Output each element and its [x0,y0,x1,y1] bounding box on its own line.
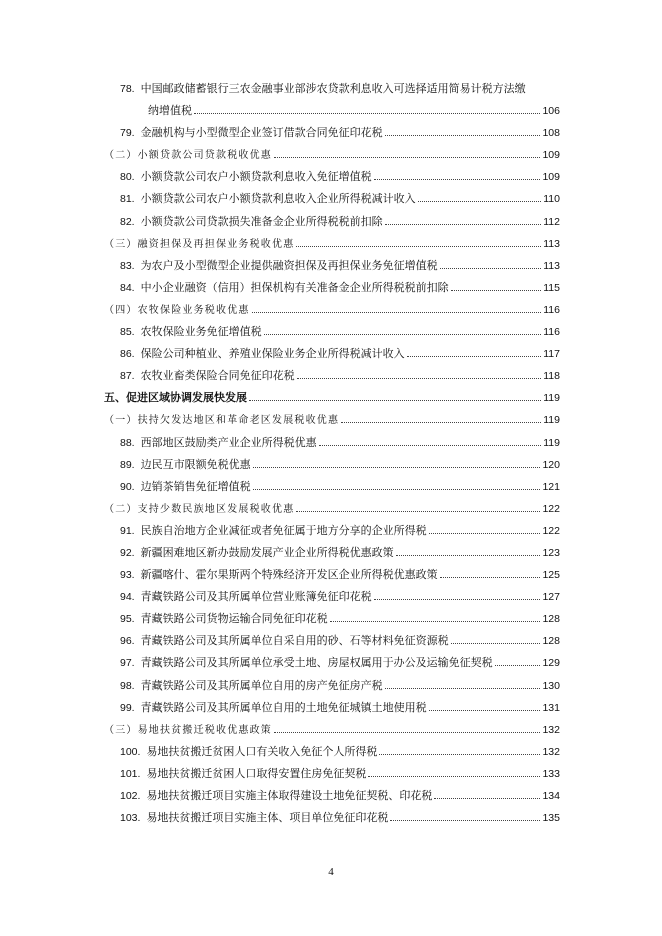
toc-entry-number: 84. [120,281,135,294]
toc-page-number: 125 [542,569,560,582]
toc-entry-text: （三）融资担保及再担保业务税收优惠 [104,238,295,250]
toc-entry[interactable] [104,564,560,586]
toc-entry-number: 79. [120,127,135,140]
toc-entry-title [104,234,294,256]
toc-entry-title [104,720,272,742]
toc-page-number: 109 [542,149,560,162]
toc-entry[interactable] [104,321,560,343]
toc-entry[interactable] [104,122,560,144]
toc-leader-dots [390,820,540,821]
toc-entry[interactable] [104,520,560,542]
toc-entry-text: 中国邮政储蓄银行三农金融事业部涉农贷款利息收入可选择适用简易计税方法缴 [140,82,526,95]
toc-entry[interactable] [104,78,560,100]
toc-page-number: 110 [543,193,560,206]
toc-entry-title [104,321,262,343]
toc-page-number: 113 [543,237,560,250]
toc-entry-title [104,211,383,233]
toc-leader-dots [253,467,541,468]
toc-entry-number: 82. [120,215,135,228]
toc-entry-number: 88. [120,436,135,449]
toc-entry-title [104,476,251,498]
toc-leader-dots [396,555,541,556]
toc-entry-number: 93. [120,569,135,582]
toc-entry[interactable] [104,255,560,277]
toc-entry-title [104,520,427,542]
toc-entry-number: 91. [120,524,135,537]
toc-entry-text: 易地扶贫搬迁项目实施主体、项目单位免征印花税 [146,811,389,825]
toc-entry[interactable] [104,652,560,674]
toc-leader-dots [297,378,542,379]
toc-page-number: 123 [542,546,560,559]
toc-entry-text: 为农户及小型微型企业提供融资担保及再担保业务免征增值税 [140,258,438,272]
toc-entry-title [104,608,328,630]
toc-page-number: 118 [543,370,560,383]
toc-entry-number: 95. [120,613,135,626]
toc-leader-dots [495,665,541,666]
toc-entry-text: （二）支持少数民族地区发展税收优惠 [104,503,295,515]
toc-entry-text: 五、促进区域协调发展快发展 [104,391,247,405]
toc-entry-title [104,410,339,432]
toc-leader-dots [296,511,540,512]
toc-leader-dots [434,798,540,799]
toc-entry[interactable] [104,343,560,365]
toc-leader-dots [440,268,542,269]
toc-page-number: 132 [542,745,560,758]
toc-subsection[interactable] [104,144,560,166]
toc-entry-text: 青藏铁路公司及其所属单位自采自用的砂、石等材料免征资源税 [140,634,449,648]
toc-leader-dots [385,135,541,136]
toc-entry-number: 81. [120,193,135,206]
toc-entry[interactable] [104,432,560,454]
toc-entry-title [104,542,394,564]
toc-entry-number: 78. [120,83,135,95]
toc-entry[interactable] [104,100,560,122]
toc-leader-dots [194,113,540,114]
toc-entry-title [104,122,383,144]
toc-entry-number: 87. [120,370,135,383]
toc-entry[interactable] [104,675,560,697]
toc-entry-number: 83. [120,259,135,272]
toc-leader-dots [319,445,542,446]
table-of-contents [104,78,560,829]
toc-entry[interactable] [104,188,560,210]
toc-entry-title [104,454,251,476]
toc-leader-dots [368,776,540,777]
toc-entry-text: 纳增值税 [148,104,192,118]
toc-entry-text: 农牧业畜类保险合同免征印花税 [140,369,295,383]
toc-page-number: 109 [542,171,560,184]
toc-entry-number: 97. [120,657,135,670]
toc-entry-number: 80. [120,171,135,184]
toc-subsection[interactable] [104,498,560,520]
toc-page-number: 116 [543,326,560,339]
toc-entry-text: （二）小额贷款公司贷款税收优惠 [104,150,272,162]
toc-entry[interactable] [104,454,560,476]
toc-leader-dots [274,732,540,733]
toc-entry-text: 易地扶贫搬迁贫困人口取得安置住房免征契税 [146,766,367,780]
toc-entry-number: 89. [120,458,135,471]
toc-page-number: 129 [542,657,560,670]
toc-entry-title [104,166,372,188]
toc-leader-dots [379,754,540,755]
toc-entry-text: 青藏铁路公司及其所属单位自用的土地免征城镇土地使用税 [140,700,427,714]
toc-page-number: 106 [542,105,560,118]
toc-entry-title [104,564,438,586]
toc-leader-dots [274,157,540,158]
toc-entry[interactable] [104,277,560,299]
toc-entry-text: 青藏铁路公司货物运输合同免征印花税 [140,612,328,626]
toc-entry-text: 易地扶贫搬迁项目实施主体取得建设土地免征契税、印花税 [146,789,433,802]
toc-entry-number: 86. [120,348,135,361]
toc-page-number: 130 [542,679,560,692]
toc-entry-title [104,675,383,697]
toc-page-number: 112 [543,215,560,228]
toc-leader-dots [374,179,541,180]
toc-entry-number: 96. [120,635,135,648]
toc-subsection[interactable] [104,233,560,255]
toc-page-number: 135 [542,812,560,825]
toc-page-number: 121 [542,480,560,493]
toc-page-number: 113 [543,259,560,272]
toc-entry-title [104,277,449,299]
toc-entry-text: 西部地区鼓励类产业企业所得税优惠 [140,435,317,449]
toc-entry[interactable] [104,211,560,233]
toc-page-number: 133 [542,767,560,780]
toc-entry-text: 边民互市限额免税优惠 [140,457,251,471]
toc-entry-text: 小额贷款公司贷款损失准备金企业所得税税前扣除 [140,214,383,228]
toc-entry-text: （三）易地扶贫搬迁税收优惠政策 [104,724,272,736]
toc-entry-title [104,188,416,210]
toc-entry-number: 92. [120,546,135,559]
toc-entry[interactable] [104,763,560,785]
toc-entry-title [104,432,317,454]
toc-page-number: 116 [543,303,560,316]
toc-entry-text: 小额贷款公司农户小额贷款利息收入免征增值税 [140,170,372,184]
toc-leader-dots [341,422,541,423]
page-number: 4 [328,866,334,878]
toc-leader-dots [385,688,541,689]
toc-subsection[interactable] [104,409,560,431]
toc-leader-dots [249,400,541,401]
toc-leader-dots [374,599,541,600]
toc-page-number: 120 [542,458,560,471]
toc-page-number: 127 [542,591,560,604]
toc-entry[interactable] [104,586,560,608]
toc-entry-title [104,145,272,167]
toc-leader-dots [440,577,541,578]
toc-page-number: 119 [543,436,560,449]
toc-page-number: 117 [543,348,560,361]
toc-leader-dots [429,533,541,534]
toc-entry-text: （一）扶持欠发达地区和革命老区发展税收优惠 [104,415,340,427]
toc-entry-text: 新疆困难地区新办鼓励发展产业企业所得税优惠政策 [140,545,394,559]
toc-page-number: 119 [543,414,560,427]
toc-entry[interactable] [104,630,560,652]
toc-entry[interactable] [104,365,560,387]
toc-entry-text: 青藏铁路公司及其所属单位自用的房产免征房产税 [140,678,383,692]
toc-entry[interactable] [104,166,560,188]
toc-entry-title [104,365,295,387]
toc-page-number: 131 [542,701,560,714]
toc-entry-text: 民族自治地方企业减征或者免征属于地方分享的企业所得税 [140,523,427,537]
toc-entry[interactable] [104,476,560,498]
toc-leader-dots [252,312,542,313]
toc-leader-dots [407,356,542,357]
toc-page-number: 132 [542,723,560,736]
toc-entry[interactable] [104,741,560,763]
toc-entry-number: 94. [120,591,135,604]
toc-entry-number: 85. [120,326,135,339]
toc-leader-dots [451,290,542,291]
toc-entry-text: 青藏铁路公司及其所属单位承受土地、房屋权属用于办公及运输免征契税 [140,656,493,670]
toc-entry-text: （四）农牧保险业务税收优惠 [104,304,250,316]
toc-entry-title [104,652,493,674]
toc-entry-title [104,100,192,122]
toc-entry-number: 100. [120,745,141,758]
toc-section[interactable] [104,387,560,409]
toc-entry-number: 99. [120,701,135,714]
toc-entry[interactable] [104,542,560,564]
toc-entry-title [104,78,526,100]
toc-leader-dots [429,710,541,711]
toc-page-number: 122 [542,502,560,515]
toc-entry-number: 102. [120,790,141,802]
toc-leader-dots [253,489,541,490]
toc-entry[interactable] [104,807,560,829]
toc-entry-title [104,499,294,521]
toc-entry-number: 103. [120,812,141,825]
toc-entry-title [104,741,377,763]
toc-entry-title [104,807,388,829]
toc-entry[interactable] [104,608,560,630]
toc-entry-title [104,300,250,322]
toc-page-number: 128 [542,635,560,648]
toc-leader-dots [296,246,541,247]
toc-leader-dots [264,334,542,335]
toc-entry-text: 易地扶贫搬迁贫困人口有关收入免征个人所得税 [146,744,378,758]
toc-page-number: 122 [542,524,560,537]
toc-entry-title [104,387,247,409]
toc-entry-text: 农牧保险业务免征增值税 [140,325,262,339]
toc-entry-number: 101. [120,767,141,780]
toc-entry[interactable] [104,697,560,719]
toc-page-number: 119 [543,392,560,405]
toc-entry-text: 小额贷款公司农户小额贷款利息收入企业所得税减计收入 [140,192,416,206]
toc-entry-title [104,697,427,719]
toc-subsection[interactable] [104,299,560,321]
toc-entry-text: 新疆喀什、霍尔果斯两个特殊经济开发区企业所得税优惠政策 [140,568,438,582]
toc-entry-text: 保险公司种植业、养殖业保险业务企业所得税减计收入 [140,347,405,361]
toc-entry-title [104,785,432,807]
toc-entry-number: 90. [120,480,135,493]
toc-page-number: 128 [542,613,560,626]
toc-page-number: 134 [542,790,560,802]
toc-entry-text: 边销茶销售免征增值税 [140,479,251,493]
toc-page-number: 108 [542,127,560,140]
toc-page-number: 115 [543,281,560,294]
toc-entry-text: 中小企业融资（信用）担保机构有关准备金企业所得税税前扣除 [140,280,449,294]
toc-entry-title [104,586,372,608]
toc-entry-title [104,630,449,652]
toc-entry-title [104,255,438,277]
toc-entry[interactable] [104,785,560,807]
toc-entry-number: 98. [120,679,135,692]
toc-entry-title [104,763,366,785]
toc-entry-text: 金融机构与小型微型企业签订借款合同免征印花税 [140,126,383,140]
toc-entry-text: 青藏铁路公司及其所属单位营业账簿免征印花税 [140,590,372,604]
toc-leader-dots [451,643,541,644]
toc-subsection[interactable] [104,719,560,741]
toc-leader-dots [330,621,541,622]
toc-leader-dots [385,224,542,225]
toc-entry-title [104,343,405,365]
toc-leader-dots [418,201,542,202]
